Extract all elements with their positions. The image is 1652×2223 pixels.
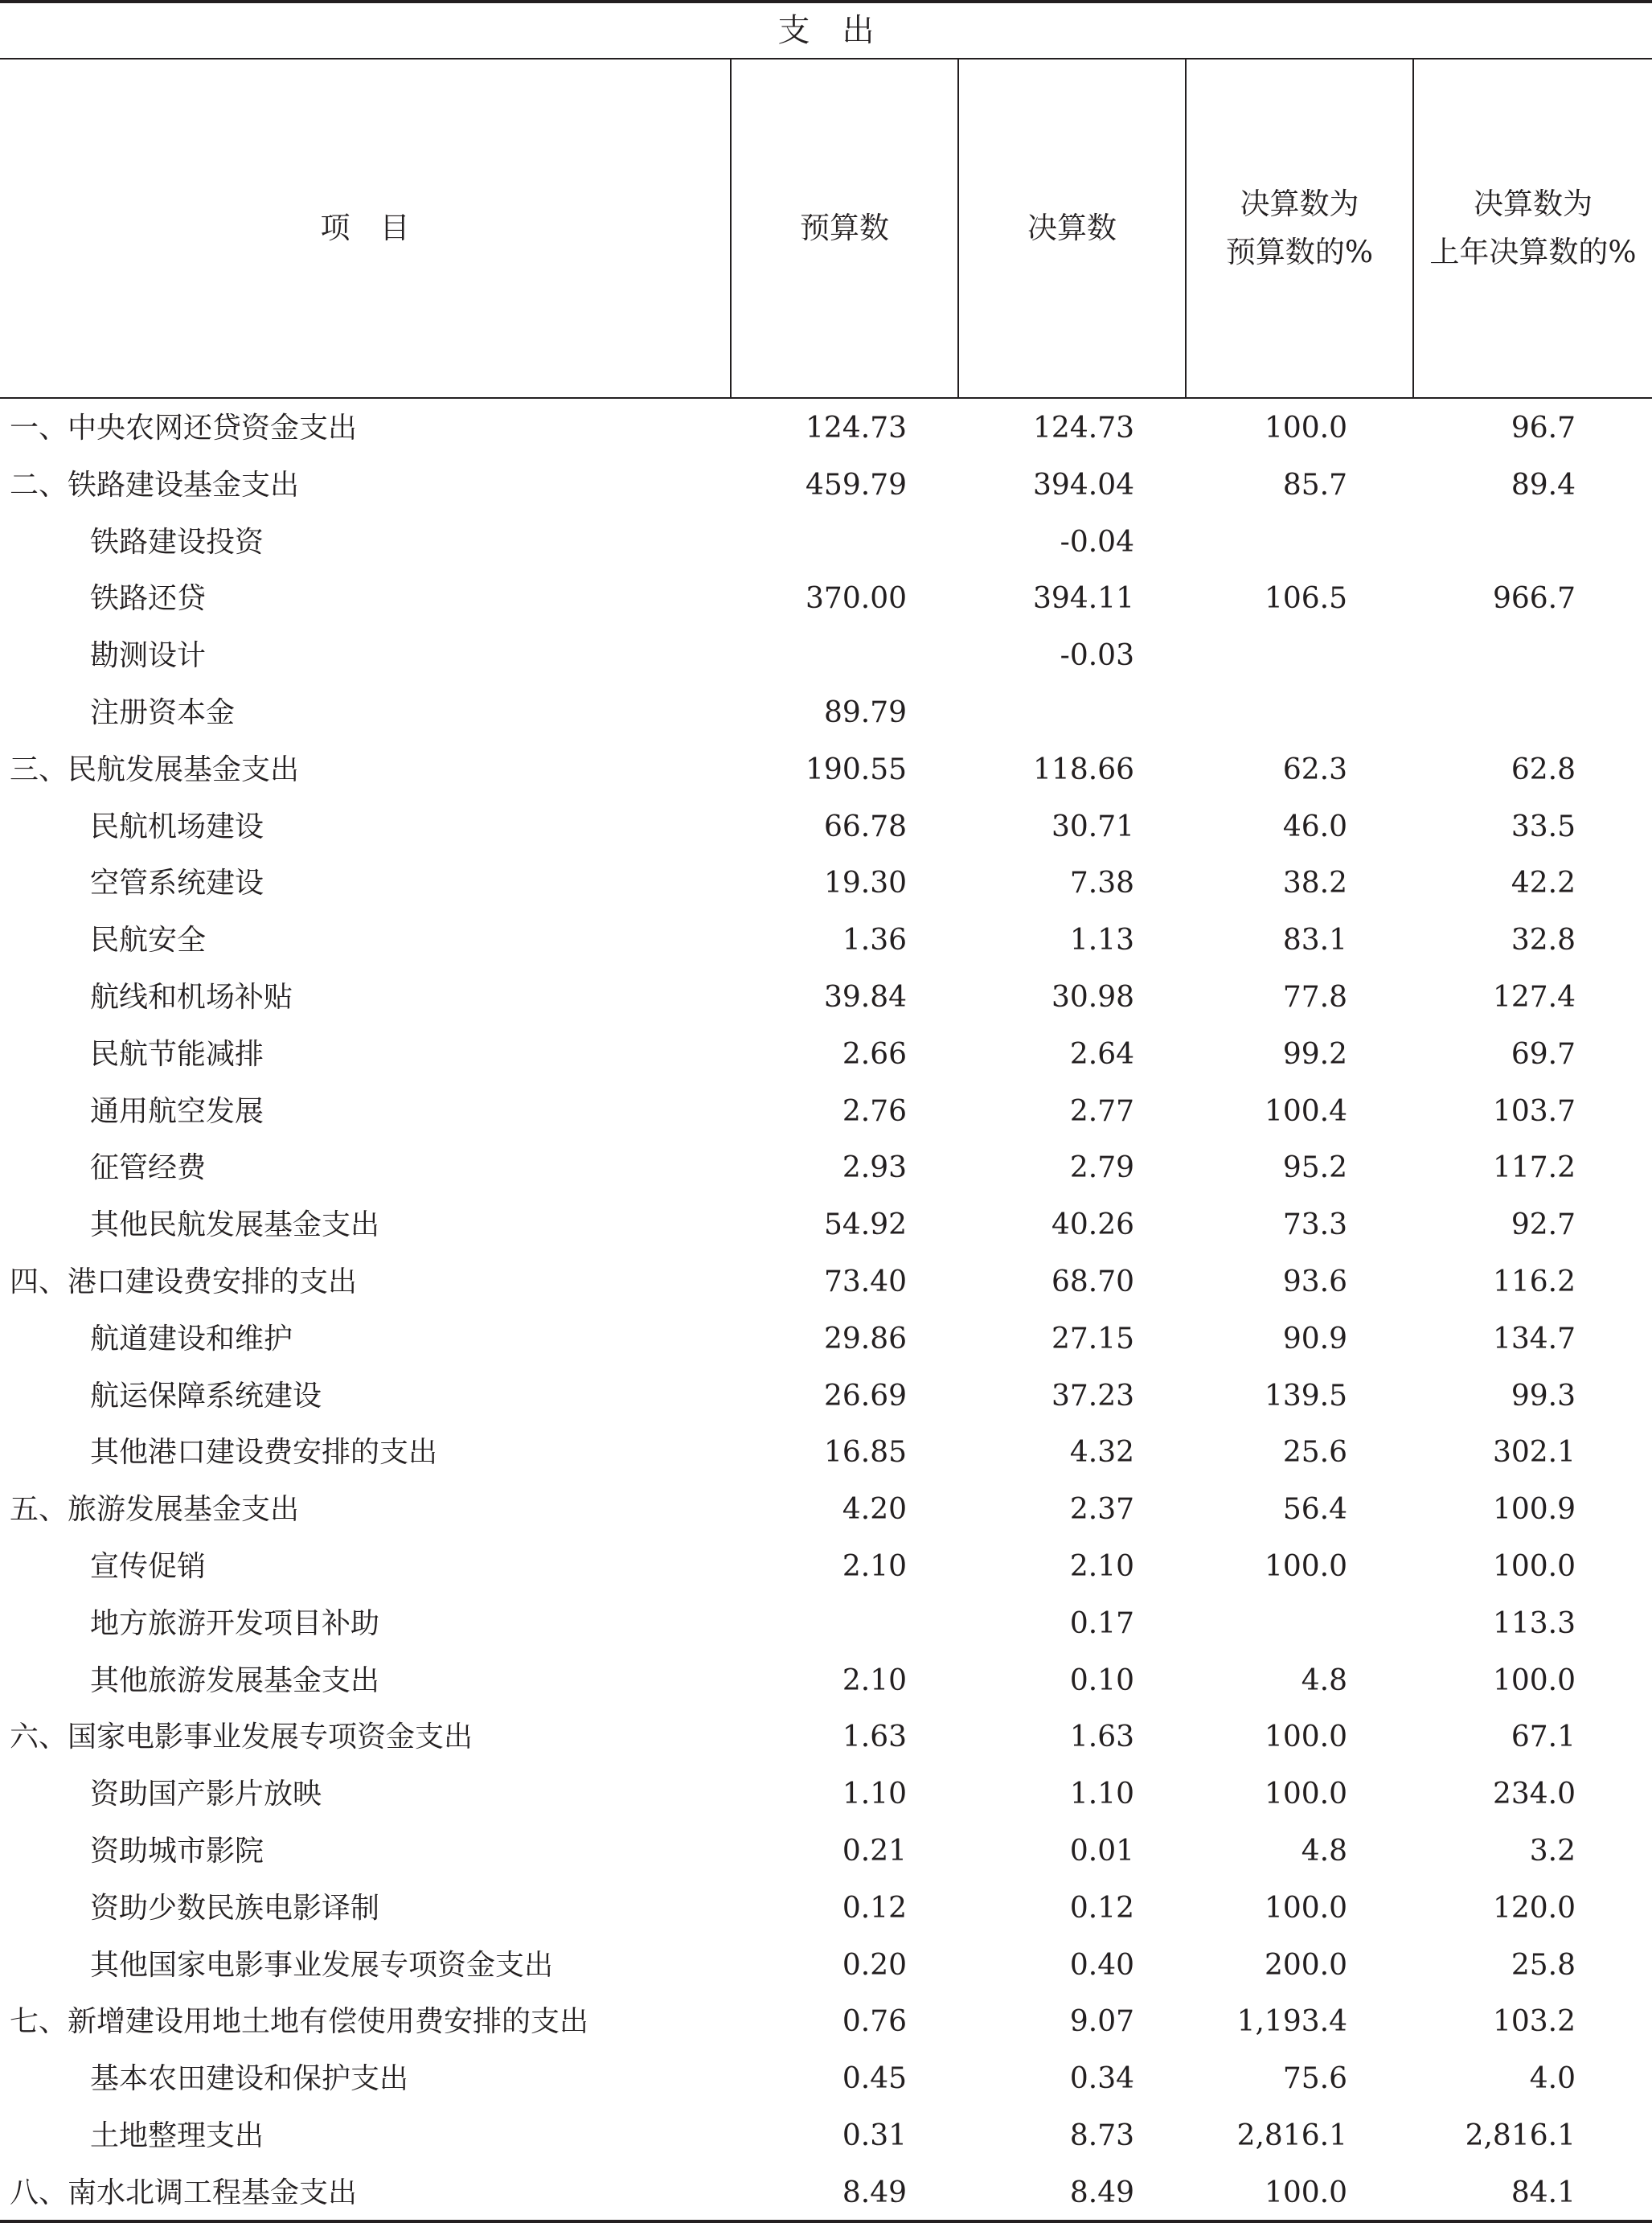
- pct-of-budget-value: 99.2: [1282, 1037, 1347, 1071]
- final-value: 7.38: [1069, 867, 1134, 900]
- pct-of-budget-value: 85.7: [1282, 468, 1347, 502]
- budget-value: 459.79: [806, 468, 907, 502]
- pct-of-budget-value: 4.8: [1301, 1834, 1347, 1868]
- pct-of-budget-value: 200.0: [1264, 1948, 1347, 1982]
- pct-of-prev-year-value: 96.7: [1511, 412, 1576, 445]
- final-value: 0.10: [1069, 1663, 1134, 1697]
- final-value: [959, 685, 1134, 742]
- pct-of-budget-value: 100.0: [1264, 1721, 1347, 1754]
- row-label: 铁路还贷: [90, 582, 207, 616]
- pct-of-budget-value: [1187, 685, 1347, 742]
- pct-of-prev-year-value: 100.9: [1492, 1493, 1576, 1527]
- final-value: 394.04: [1033, 468, 1134, 502]
- final-value: -0.04: [1060, 525, 1134, 559]
- final-value: 2.77: [1069, 1094, 1134, 1128]
- row-label: 四、港口建设费安排的支出: [10, 1265, 358, 1298]
- row-label: 通用航空发展: [90, 1094, 264, 1128]
- final-value: 2.10: [1069, 1549, 1134, 1583]
- pct-of-budget-value: 25.6: [1282, 1436, 1347, 1470]
- pct-of-budget-value: 100.0: [1264, 1778, 1347, 1811]
- row-label: 民航机场建设: [90, 810, 264, 843]
- final-value: 2.37: [1069, 1493, 1134, 1527]
- header-item-label: 项 目: [320, 211, 410, 245]
- header-rule: [0, 397, 1652, 399]
- row-label: 宣传促销: [90, 1549, 207, 1583]
- row-label: 航运保障系统建设: [90, 1379, 322, 1413]
- budget-value: 19.30: [823, 867, 907, 900]
- pct-of-budget-value: 139.5: [1264, 1379, 1347, 1413]
- pct-of-prev-year-value: 99.3: [1511, 1379, 1576, 1413]
- final-value: 40.26: [1051, 1208, 1134, 1242]
- pct-of-prev-year-value: 103.2: [1492, 2005, 1576, 2039]
- table-row: [0, 2108, 1652, 2165]
- pct-of-prev-year-value: 2,816.1: [1465, 2118, 1576, 2152]
- budget-value: 54.92: [823, 1208, 907, 1242]
- table-row: [0, 855, 1652, 913]
- table-row: [0, 1539, 1652, 1596]
- final-value: 9.07: [1069, 2005, 1134, 2039]
- budget-value: 0.20: [842, 1948, 907, 1982]
- budget-value: 1.63: [842, 1721, 907, 1754]
- final-value: 0.40: [1069, 1948, 1134, 1982]
- row-label: 空管系统建设: [90, 867, 264, 900]
- budget-value: 124.73: [806, 412, 907, 445]
- table-row: [0, 1027, 1652, 1084]
- pct-of-budget-value: 75.6: [1282, 2062, 1347, 2096]
- pct-of-prev-year-value: 966.7: [1492, 582, 1576, 616]
- final-value: 37.23: [1051, 1379, 1134, 1413]
- budget-value: 29.86: [823, 1322, 907, 1356]
- final-value: 30.71: [1051, 810, 1134, 843]
- pct-of-prev-year-value: 127.4: [1492, 980, 1576, 1014]
- budget-value: [732, 1596, 907, 1653]
- table-row: [0, 1653, 1652, 1710]
- table-row: [0, 742, 1652, 799]
- table-row: [0, 1140, 1652, 1197]
- table-row: [0, 970, 1652, 1027]
- final-value: 124.73: [1033, 412, 1134, 445]
- final-value: 2.64: [1069, 1037, 1134, 1071]
- budget-value: 0.31: [842, 2118, 907, 2152]
- budget-value: 2.93: [842, 1151, 907, 1185]
- row-label: 航线和机场补贴: [90, 980, 293, 1014]
- final-value: 30.98: [1051, 980, 1134, 1014]
- budget-value: 1.36: [842, 924, 907, 958]
- pct-of-prev-year-value: 120.0: [1492, 1891, 1576, 1925]
- pct-of-prev-year-value: 103.7: [1492, 1094, 1576, 1128]
- pct-of-prev-year-value: 234.0: [1492, 1778, 1576, 1811]
- row-label: 基本农田建设和保护支出: [90, 2062, 409, 2096]
- pct-of-budget-value: 2,816.1: [1236, 2118, 1347, 2152]
- table-row: [0, 1938, 1652, 1995]
- budget-value: 0.76: [842, 2005, 907, 2039]
- table-row: [0, 2051, 1652, 2108]
- row-label: 其他国家电影事业发展专项资金支出: [90, 1948, 554, 1982]
- budget-value: 0.45: [842, 2062, 907, 2096]
- row-label: 民航安全: [90, 924, 207, 958]
- budget-value: 2.10: [842, 1549, 907, 1583]
- pct-of-budget-value: 4.8: [1301, 1663, 1347, 1697]
- pct-of-budget-value: 106.5: [1264, 582, 1347, 616]
- pct-of-budget-value: 93.6: [1282, 1265, 1347, 1298]
- table-row: [0, 400, 1652, 457]
- pct-of-prev-year-value: 302.1: [1492, 1436, 1576, 1470]
- row-label: 其他港口建设费安排的支出: [90, 1436, 438, 1470]
- header-pct-prev-line2: 上年决算数的%: [1429, 235, 1637, 269]
- final-value: 2.79: [1069, 1151, 1134, 1185]
- pct-of-prev-year-value: 25.8: [1511, 1948, 1576, 1982]
- pct-of-budget-value: 100.4: [1264, 1094, 1347, 1128]
- table-row: [0, 1596, 1652, 1653]
- row-label: 一、中央农网还贷资金支出: [10, 412, 358, 445]
- table-row: [0, 1823, 1652, 1881]
- budget-value: 370.00: [806, 582, 907, 616]
- final-value: 68.70: [1051, 1265, 1134, 1298]
- pct-of-prev-year-value: 116.2: [1492, 1265, 1576, 1298]
- header-final-label: 决算数: [1027, 211, 1117, 245]
- pct-of-budget-value: 100.0: [1264, 1891, 1347, 1925]
- budget-value: 16.85: [823, 1436, 907, 1470]
- final-value: 0.12: [1069, 1891, 1134, 1925]
- budget-value: 4.20: [842, 1493, 907, 1527]
- row-label: 资助少数民族电影译制: [90, 1891, 380, 1925]
- table-row: [0, 1368, 1652, 1425]
- pct-of-prev-year-value: 117.2: [1492, 1151, 1576, 1185]
- row-label: 其他旅游发展基金支出: [90, 1663, 380, 1697]
- table-row: [0, 628, 1652, 685]
- final-value: 1.63: [1069, 1721, 1134, 1754]
- pct-of-prev-year-value: 84.1: [1511, 2176, 1576, 2209]
- final-value: 27.15: [1051, 1322, 1134, 1356]
- pct-of-budget-value: 100.0: [1264, 2176, 1347, 2209]
- budget-value: 1.10: [842, 1778, 907, 1811]
- row-label: 注册资本金: [90, 695, 236, 729]
- pct-of-prev-year-value: 92.7: [1511, 1208, 1576, 1242]
- pct-of-budget-value: 56.4: [1282, 1493, 1347, 1527]
- pct-of-prev-year-value: 33.5: [1511, 810, 1576, 843]
- header-pct-budget: [1187, 59, 1412, 397]
- final-value: 4.32: [1069, 1436, 1134, 1470]
- pct-of-prev-year-value: 42.2: [1511, 867, 1576, 900]
- pct-of-prev-year-value: 67.1: [1511, 1721, 1576, 1754]
- pct-of-budget-value: 46.0: [1282, 810, 1347, 843]
- final-value: 118.66: [1033, 753, 1134, 786]
- final-value: 394.11: [1033, 582, 1134, 616]
- pct-of-budget-value: [1187, 515, 1347, 572]
- table-row: [0, 1766, 1652, 1823]
- header-pct-prev: [1414, 59, 1652, 397]
- budget-value: 0.21: [842, 1834, 907, 1868]
- table-row: [0, 913, 1652, 970]
- pct-of-budget-value: 62.3: [1282, 753, 1347, 786]
- final-value: 0.17: [1069, 1606, 1134, 1640]
- table-row: [0, 685, 1652, 742]
- final-value: -0.03: [1060, 639, 1134, 673]
- pct-of-prev-year-value: 69.7: [1511, 1037, 1576, 1071]
- budget-value: 89.79: [823, 695, 907, 729]
- pct-of-prev-year-value: [1413, 515, 1576, 572]
- header-budget-label: 预算数: [800, 211, 889, 245]
- table-body: [0, 400, 1652, 2222]
- table-row: [0, 571, 1652, 628]
- row-label: 土地整理支出: [90, 2118, 264, 2152]
- table-row: [0, 1994, 1652, 2051]
- table-row: [0, 1197, 1652, 1254]
- budget-value: [732, 515, 907, 572]
- row-label: 资助城市影院: [90, 1834, 264, 1868]
- budget-value: 190.55: [806, 753, 907, 786]
- pct-of-budget-value: 38.2: [1282, 867, 1347, 900]
- budget-value: 39.84: [823, 980, 907, 1014]
- row-label: 民航节能减排: [90, 1037, 264, 1071]
- pct-of-prev-year-value: 62.8: [1511, 753, 1576, 786]
- final-value: 1.10: [1069, 1778, 1134, 1811]
- budget-value: [732, 628, 907, 685]
- row-label: 八、南水北调工程基金支出: [10, 2176, 358, 2209]
- pct-of-prev-year-value: [1413, 628, 1576, 685]
- table-row: [0, 2165, 1652, 2222]
- header-final: [959, 59, 1185, 397]
- budget-value: 2.76: [842, 1094, 907, 1128]
- table-row: [0, 515, 1652, 572]
- table-row: [0, 1311, 1652, 1368]
- table-row: [0, 1084, 1652, 1141]
- row-label: 地方旅游开发项目补助: [90, 1606, 380, 1640]
- pct-of-prev-year-value: 100.0: [1492, 1663, 1576, 1697]
- header-item: [0, 59, 730, 397]
- pct-of-prev-year-value: 32.8: [1511, 924, 1576, 958]
- pct-of-prev-year-value: 100.0: [1492, 1549, 1576, 1583]
- row-label: 其他民航发展基金支出: [90, 1208, 380, 1242]
- budget-value: 2.66: [842, 1037, 907, 1071]
- pct-of-budget-value: 95.2: [1282, 1151, 1347, 1185]
- table-row: [0, 1254, 1652, 1311]
- final-value: 0.34: [1069, 2062, 1134, 2096]
- pct-of-budget-value: 90.9: [1282, 1322, 1347, 1356]
- final-value: 8.49: [1069, 2176, 1134, 2209]
- pct-of-prev-year-value: 113.3: [1492, 1606, 1576, 1640]
- pct-of-prev-year-value: 89.4: [1511, 468, 1576, 502]
- row-label: 二、铁路建设基金支出: [10, 468, 300, 502]
- pct-of-prev-year-value: [1413, 685, 1576, 742]
- row-label: 铁路建设投资: [90, 525, 264, 559]
- final-value: 8.73: [1069, 2118, 1134, 2152]
- table-row: [0, 1881, 1652, 1938]
- table-row: [0, 1709, 1652, 1766]
- budget-value: 66.78: [823, 810, 907, 843]
- pct-of-budget-value: [1187, 628, 1347, 685]
- pct-of-budget-value: 100.0: [1264, 412, 1347, 445]
- header-pct-budget-line1: 决算数为: [1240, 187, 1359, 221]
- row-label: 六、国家电影事业发展专项资金支出: [10, 1721, 473, 1754]
- budget-value: 2.10: [842, 1663, 907, 1697]
- budget-value: 26.69: [823, 1379, 907, 1413]
- final-value: 0.01: [1069, 1834, 1134, 1868]
- budget-value: 73.40: [823, 1265, 907, 1298]
- final-value: 1.13: [1069, 924, 1134, 958]
- pct-of-budget-value: 73.3: [1282, 1208, 1347, 1242]
- row-label: 五、旅游发展基金支出: [10, 1493, 300, 1527]
- header-pct-prev-line1: 决算数为: [1474, 187, 1593, 221]
- pct-of-budget-value: [1187, 1596, 1347, 1653]
- table-row: [0, 457, 1652, 515]
- pct-of-prev-year-value: 4.0: [1529, 2062, 1576, 2096]
- table-caption: 支 出: [777, 12, 875, 49]
- pct-of-budget-value: 1,193.4: [1236, 2005, 1347, 2039]
- row-label: 资助国产影片放映: [90, 1778, 322, 1811]
- pct-of-budget-value: 100.0: [1264, 1549, 1347, 1583]
- row-label: 征管经费: [90, 1151, 207, 1185]
- header-pct-budget-line2: 预算数的%: [1225, 235, 1374, 269]
- row-label: 勘测设计: [90, 639, 207, 673]
- pct-of-budget-value: 77.8: [1282, 980, 1347, 1014]
- pct-of-prev-year-value: 134.7: [1492, 1322, 1576, 1356]
- row-label: 三、民航发展基金支出: [10, 753, 300, 786]
- row-label: 七、新增建设用地土地有偿使用费安排的支出: [10, 2005, 589, 2039]
- row-label: 航道建设和维护: [90, 1322, 293, 1356]
- budget-value: 8.49: [842, 2176, 907, 2209]
- pct-of-budget-value: 83.1: [1282, 924, 1347, 958]
- pct-of-prev-year-value: 3.2: [1529, 1834, 1576, 1868]
- table-row: [0, 1482, 1652, 1539]
- header-budget: [732, 59, 957, 397]
- budget-value: 0.12: [842, 1891, 907, 1925]
- table-row: [0, 1425, 1652, 1482]
- table-row: [0, 799, 1652, 856]
